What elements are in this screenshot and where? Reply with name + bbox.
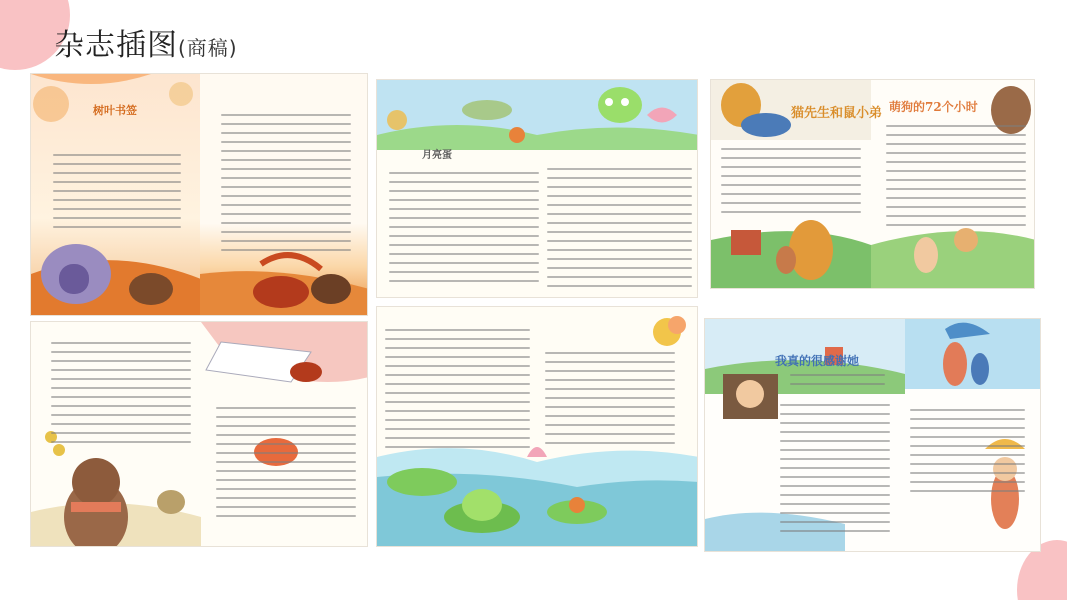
body-text [547, 168, 692, 294]
illustration-thank-her [704, 318, 1041, 552]
body-text [51, 342, 191, 450]
illustration-bear-leaf [30, 321, 368, 547]
slide-title-text: 杂志插图 [54, 28, 178, 63]
illustration-moon-egg [376, 79, 698, 298]
panel-title: 月亮蛋 [422, 150, 452, 161]
body-text [886, 125, 1026, 233]
panel-title-right: 萌狗的72个小时 [889, 100, 978, 114]
body-text [545, 352, 675, 451]
body-text [910, 409, 1025, 499]
body-text [721, 148, 861, 220]
body-text [53, 154, 181, 235]
slide-title [54, 20, 238, 64]
body-text [385, 329, 530, 455]
body-text [221, 114, 351, 258]
illustration-leaf-bookmark [30, 73, 368, 316]
illustration-cat-mouse [710, 79, 1035, 289]
illustration-moon-egg-2 [376, 306, 698, 547]
panel-title: 树叶书签 [93, 104, 137, 117]
body-text [780, 404, 890, 539]
body-text [790, 374, 885, 392]
panel-title: 猫先生和鼠小弟 [791, 106, 883, 121]
panel-title: 我真的很感谢她 [775, 354, 860, 368]
slide-subtitle: (商稿) [178, 36, 238, 60]
body-text [389, 172, 539, 289]
body-text [216, 407, 356, 524]
